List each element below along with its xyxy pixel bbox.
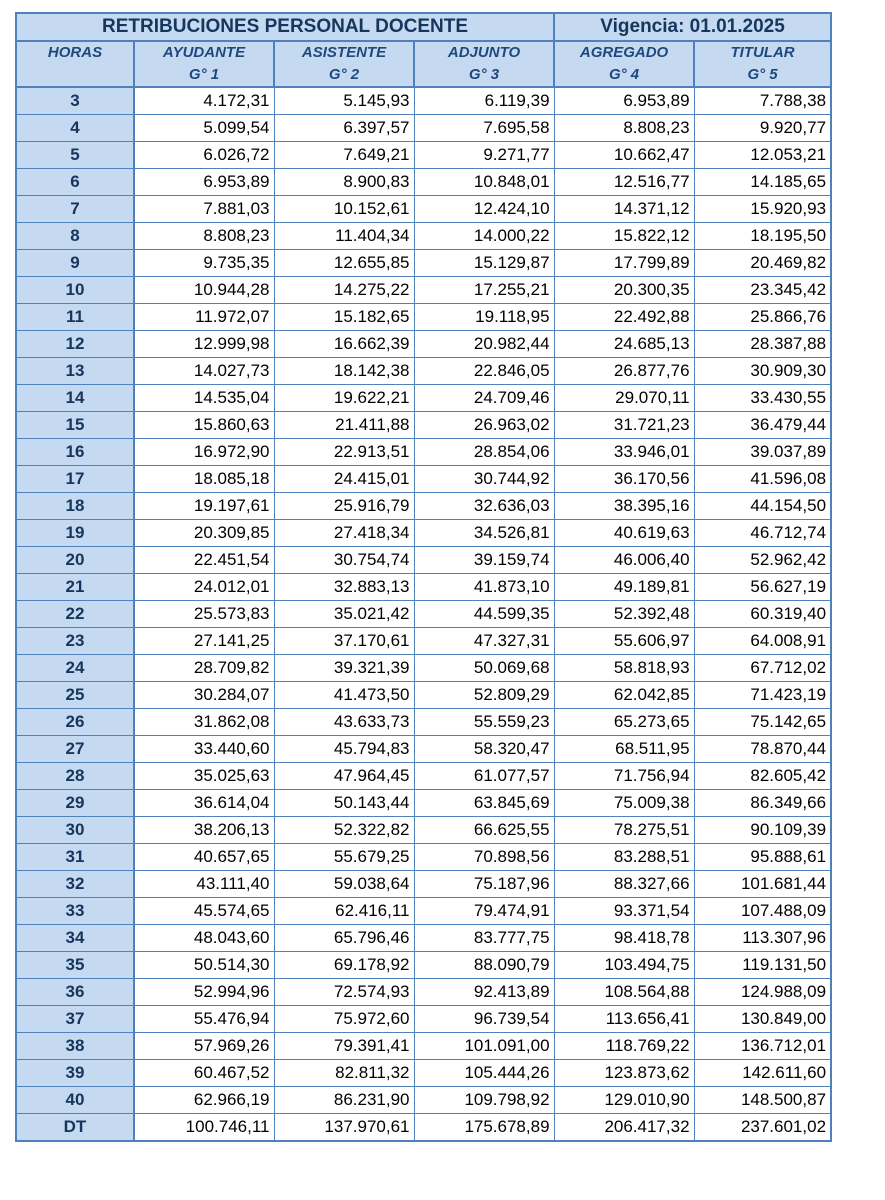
table-row bbox=[16, 871, 831, 898]
salary-cell: 7.788,38 bbox=[694, 87, 831, 115]
salary-cell: 26.963,02 bbox=[414, 412, 554, 439]
hours-cell: 6 bbox=[16, 169, 134, 196]
salary-cell: 14.000,22 bbox=[414, 223, 554, 250]
table-row bbox=[16, 466, 831, 493]
salary-cell: 7.649,21 bbox=[274, 142, 414, 169]
salary-cell: 11.972,07 bbox=[134, 304, 274, 331]
salary-cell: 5.099,54 bbox=[134, 115, 274, 142]
table-row bbox=[16, 520, 831, 547]
salary-cell: 23.345,42 bbox=[694, 277, 831, 304]
table-row bbox=[16, 952, 831, 979]
salary-cell: 92.413,89 bbox=[414, 979, 554, 1006]
hours-cell: 36 bbox=[16, 979, 134, 1006]
salary-cell: 50.069,68 bbox=[414, 655, 554, 682]
salary-cell: 30.284,07 bbox=[134, 682, 274, 709]
salary-cell: 6.953,89 bbox=[134, 169, 274, 196]
table-row bbox=[16, 358, 831, 385]
salary-cell: 9.271,77 bbox=[414, 142, 554, 169]
salary-cell: 17.799,89 bbox=[554, 250, 694, 277]
title-row bbox=[16, 13, 831, 41]
hours-cell: 35 bbox=[16, 952, 134, 979]
salary-cell: 96.739,54 bbox=[414, 1006, 554, 1033]
salary-cell: 15.182,65 bbox=[274, 304, 414, 331]
column-header-agregado bbox=[554, 41, 694, 87]
salary-cell: 43.633,73 bbox=[274, 709, 414, 736]
salary-cell: 39.321,39 bbox=[274, 655, 414, 682]
salary-cell: 10.944,28 bbox=[134, 277, 274, 304]
salary-cell: 24.012,01 bbox=[134, 574, 274, 601]
hours-cell: 19 bbox=[16, 520, 134, 547]
salary-cell: 15.920,93 bbox=[694, 196, 831, 223]
salary-cell: 40.657,65 bbox=[134, 844, 274, 871]
table-row bbox=[16, 142, 831, 169]
salary-cell: 9.920,77 bbox=[694, 115, 831, 142]
salary-cell: 41.873,10 bbox=[414, 574, 554, 601]
column-header-horas bbox=[16, 41, 134, 87]
salary-cell: 119.131,50 bbox=[694, 952, 831, 979]
column-header-grade: G° 4 bbox=[608, 66, 640, 83]
hours-cell: 11 bbox=[16, 304, 134, 331]
salary-cell: 105.444,26 bbox=[414, 1060, 554, 1087]
table-row bbox=[16, 87, 831, 115]
column-header-ayudante bbox=[134, 41, 274, 87]
salary-cell: 6.119,39 bbox=[414, 87, 554, 115]
column-header-asistente bbox=[274, 41, 414, 87]
column-header-label: ASISTENTE bbox=[301, 44, 387, 61]
salary-cell: 75.009,38 bbox=[554, 790, 694, 817]
table-row bbox=[16, 1087, 831, 1114]
table-row bbox=[16, 277, 831, 304]
table-row bbox=[16, 817, 831, 844]
salary-cell: 108.564,88 bbox=[554, 979, 694, 1006]
column-header-grade: G° 5 bbox=[747, 66, 778, 83]
salary-cell: 33.430,55 bbox=[694, 385, 831, 412]
salary-cell: 82.605,42 bbox=[694, 763, 831, 790]
salary-cell: 19.197,61 bbox=[134, 493, 274, 520]
salary-cell: 30.744,92 bbox=[414, 466, 554, 493]
salary-cell: 38.395,16 bbox=[554, 493, 694, 520]
salary-cell: 63.845,69 bbox=[414, 790, 554, 817]
hours-cell: 20 bbox=[16, 547, 134, 574]
salary-cell: 93.371,54 bbox=[554, 898, 694, 925]
salary-cell: 14.027,73 bbox=[134, 358, 274, 385]
salary-cell: 22.913,51 bbox=[274, 439, 414, 466]
hours-cell: 31 bbox=[16, 844, 134, 871]
salary-cell: 58.818,93 bbox=[554, 655, 694, 682]
table-row bbox=[16, 601, 831, 628]
table-row bbox=[16, 196, 831, 223]
salary-cell: 55.679,25 bbox=[274, 844, 414, 871]
salary-cell: 59.038,64 bbox=[274, 871, 414, 898]
salary-cell: 137.970,61 bbox=[274, 1114, 414, 1142]
salary-cell: 24.709,46 bbox=[414, 385, 554, 412]
hours-cell: 26 bbox=[16, 709, 134, 736]
salary-cell: 47.327,31 bbox=[414, 628, 554, 655]
hours-cell: 22 bbox=[16, 601, 134, 628]
salary-cell: 35.025,63 bbox=[134, 763, 274, 790]
salary-cell: 15.860,63 bbox=[134, 412, 274, 439]
salary-cell: 22.451,54 bbox=[134, 547, 274, 574]
salary-cell: 65.796,46 bbox=[274, 925, 414, 952]
salary-cell: 109.798,92 bbox=[414, 1087, 554, 1114]
salary-cell: 45.794,83 bbox=[274, 736, 414, 763]
salary-cell: 148.500,87 bbox=[694, 1087, 831, 1114]
salary-cell: 206.417,32 bbox=[554, 1114, 694, 1142]
salary-cell: 33.440,60 bbox=[134, 736, 274, 763]
salary-cell: 28.709,82 bbox=[134, 655, 274, 682]
salary-cell: 46.006,40 bbox=[554, 547, 694, 574]
salary-cell: 83.777,75 bbox=[414, 925, 554, 952]
salary-cell: 24.685,13 bbox=[554, 331, 694, 358]
salary-cell: 6.397,57 bbox=[274, 115, 414, 142]
salary-cell: 20.982,44 bbox=[414, 331, 554, 358]
salary-cell: 79.474,91 bbox=[414, 898, 554, 925]
table-row bbox=[16, 790, 831, 817]
salary-cell: 44.154,50 bbox=[694, 493, 831, 520]
hours-cell: 16 bbox=[16, 439, 134, 466]
salary-cell: 15.129,87 bbox=[414, 250, 554, 277]
hours-cell: 34 bbox=[16, 925, 134, 952]
salary-cell: 17.255,21 bbox=[414, 277, 554, 304]
hours-cell: 23 bbox=[16, 628, 134, 655]
salary-cell: 103.494,75 bbox=[554, 952, 694, 979]
salary-cell: 55.606,97 bbox=[554, 628, 694, 655]
hours-cell: 27 bbox=[16, 736, 134, 763]
salary-cell: 38.206,13 bbox=[134, 817, 274, 844]
salary-cell: 48.043,60 bbox=[134, 925, 274, 952]
salary-cell: 129.010,90 bbox=[554, 1087, 694, 1114]
hours-cell: 32 bbox=[16, 871, 134, 898]
hours-cell: 29 bbox=[16, 790, 134, 817]
column-header-adjunto bbox=[414, 41, 554, 87]
salary-cell: 82.811,32 bbox=[274, 1060, 414, 1087]
table-row bbox=[16, 709, 831, 736]
vigencia-date: Vigencia: 01.01.2025 bbox=[554, 13, 831, 41]
salary-cell: 49.189,81 bbox=[554, 574, 694, 601]
salary-cell: 83.288,51 bbox=[554, 844, 694, 871]
salary-cell: 16.972,90 bbox=[134, 439, 274, 466]
table-row bbox=[16, 1033, 831, 1060]
salary-cell: 101.091,00 bbox=[414, 1033, 554, 1060]
salary-cell: 86.349,66 bbox=[694, 790, 831, 817]
column-header-label: AGREGADO bbox=[579, 44, 669, 61]
table-row bbox=[16, 169, 831, 196]
hours-cell: 18 bbox=[16, 493, 134, 520]
salary-cell: 72.574,93 bbox=[274, 979, 414, 1006]
salary-cell: 75.972,60 bbox=[274, 1006, 414, 1033]
salary-cell: 21.411,88 bbox=[274, 412, 414, 439]
table-row bbox=[16, 844, 831, 871]
salary-cell: 100.746,11 bbox=[134, 1114, 274, 1142]
hours-cell: 5 bbox=[16, 142, 134, 169]
salary-cell: 68.511,95 bbox=[554, 736, 694, 763]
hours-cell: 21 bbox=[16, 574, 134, 601]
salary-cell: 55.559,23 bbox=[414, 709, 554, 736]
salary-cell: 66.625,55 bbox=[414, 817, 554, 844]
salary-cell: 55.476,94 bbox=[134, 1006, 274, 1033]
column-header-grade: G° 2 bbox=[328, 66, 360, 83]
column-header-grade: G° 1 bbox=[188, 66, 220, 83]
salary-cell: 28.387,88 bbox=[694, 331, 831, 358]
salary-cell: 75.142,65 bbox=[694, 709, 831, 736]
salary-cell: 88.327,66 bbox=[554, 871, 694, 898]
table-row bbox=[16, 439, 831, 466]
salary-cell: 50.143,44 bbox=[274, 790, 414, 817]
salary-cell: 86.231,90 bbox=[274, 1087, 414, 1114]
table-row bbox=[16, 250, 831, 277]
salary-cell: 12.655,85 bbox=[274, 250, 414, 277]
hours-cell: 24 bbox=[16, 655, 134, 682]
salary-cell: 58.320,47 bbox=[414, 736, 554, 763]
table-row bbox=[16, 1114, 831, 1142]
salary-cell: 88.090,79 bbox=[414, 952, 554, 979]
salary-cell: 123.873,62 bbox=[554, 1060, 694, 1087]
column-header-label: TITULAR bbox=[730, 44, 795, 61]
salary-cell: 12.053,21 bbox=[694, 142, 831, 169]
salary-cell: 10.662,47 bbox=[554, 142, 694, 169]
salary-cell: 52.809,29 bbox=[414, 682, 554, 709]
salary-cell: 61.077,57 bbox=[414, 763, 554, 790]
hours-cell: 3 bbox=[16, 87, 134, 115]
salary-cell: 25.866,76 bbox=[694, 304, 831, 331]
salary-cell: 30.754,74 bbox=[274, 547, 414, 574]
hours-cell: 8 bbox=[16, 223, 134, 250]
column-header-row bbox=[16, 41, 831, 87]
salary-cell: 39.159,74 bbox=[414, 547, 554, 574]
salary-cell: 107.488,09 bbox=[694, 898, 831, 925]
salary-cell: 36.170,56 bbox=[554, 466, 694, 493]
salary-cell: 15.822,12 bbox=[554, 223, 694, 250]
salary-cell: 50.514,30 bbox=[134, 952, 274, 979]
salary-cell: 11.404,34 bbox=[274, 223, 414, 250]
salary-cell: 67.712,02 bbox=[694, 655, 831, 682]
salary-cell: 40.619,63 bbox=[554, 520, 694, 547]
salary-cell: 14.185,65 bbox=[694, 169, 831, 196]
salary-cell: 18.085,18 bbox=[134, 466, 274, 493]
hours-cell: 13 bbox=[16, 358, 134, 385]
column-header-label: AYUDANTE bbox=[162, 44, 246, 61]
salary-cell: 12.424,10 bbox=[414, 196, 554, 223]
salary-cell: 8.900,83 bbox=[274, 169, 414, 196]
salary-cell: 25.573,83 bbox=[134, 601, 274, 628]
column-header-label: ADJUNTO bbox=[447, 44, 521, 61]
salary-cell: 20.300,35 bbox=[554, 277, 694, 304]
table-row bbox=[16, 115, 831, 142]
salary-cell: 124.988,09 bbox=[694, 979, 831, 1006]
salary-cell: 4.172,31 bbox=[134, 87, 274, 115]
salary-cell: 12.516,77 bbox=[554, 169, 694, 196]
table-row bbox=[16, 898, 831, 925]
salary-cell: 36.479,44 bbox=[694, 412, 831, 439]
salary-cell: 90.109,39 bbox=[694, 817, 831, 844]
salary-cell: 14.371,12 bbox=[554, 196, 694, 223]
table-body bbox=[16, 87, 831, 1141]
salary-cell: 65.273,65 bbox=[554, 709, 694, 736]
salary-cell: 35.021,42 bbox=[274, 601, 414, 628]
hours-cell: 14 bbox=[16, 385, 134, 412]
salary-cell: 95.888,61 bbox=[694, 844, 831, 871]
salary-cell: 7.881,03 bbox=[134, 196, 274, 223]
salary-cell: 34.526,81 bbox=[414, 520, 554, 547]
salary-cell: 22.846,05 bbox=[414, 358, 554, 385]
table-row bbox=[16, 412, 831, 439]
salary-cell: 37.170,61 bbox=[274, 628, 414, 655]
salary-cell: 62.416,11 bbox=[274, 898, 414, 925]
salary-cell: 78.870,44 bbox=[694, 736, 831, 763]
table-row bbox=[16, 574, 831, 601]
salary-cell: 113.307,96 bbox=[694, 925, 831, 952]
table-row bbox=[16, 682, 831, 709]
hours-cell: 17 bbox=[16, 466, 134, 493]
salary-cell: 19.622,21 bbox=[274, 385, 414, 412]
salary-table bbox=[15, 12, 832, 1142]
salary-cell: 52.322,82 bbox=[274, 817, 414, 844]
salary-cell: 26.877,76 bbox=[554, 358, 694, 385]
salary-cell: 20.469,82 bbox=[694, 250, 831, 277]
salary-cell: 69.178,92 bbox=[274, 952, 414, 979]
salary-cell: 30.909,30 bbox=[694, 358, 831, 385]
hours-cell: 4 bbox=[16, 115, 134, 142]
salary-cell: 27.418,34 bbox=[274, 520, 414, 547]
hours-cell: 10 bbox=[16, 277, 134, 304]
salary-cell: 47.964,45 bbox=[274, 763, 414, 790]
table-row bbox=[16, 223, 831, 250]
salary-cell: 28.854,06 bbox=[414, 439, 554, 466]
salary-cell: 43.111,40 bbox=[134, 871, 274, 898]
salary-cell: 71.756,94 bbox=[554, 763, 694, 790]
salary-cell: 130.849,00 bbox=[694, 1006, 831, 1033]
salary-cell: 57.969,26 bbox=[134, 1033, 274, 1060]
salary-cell: 71.423,19 bbox=[694, 682, 831, 709]
salary-cell: 79.391,41 bbox=[274, 1033, 414, 1060]
hours-cell: 39 bbox=[16, 1060, 134, 1087]
salary-cell: 14.535,04 bbox=[134, 385, 274, 412]
salary-cell: 8.808,23 bbox=[134, 223, 274, 250]
column-header-label: HORAS bbox=[47, 44, 103, 61]
salary-cell: 36.614,04 bbox=[134, 790, 274, 817]
salary-cell: 52.962,42 bbox=[694, 547, 831, 574]
table-row bbox=[16, 331, 831, 358]
salary-cell: 25.916,79 bbox=[274, 493, 414, 520]
salary-cell: 60.319,40 bbox=[694, 601, 831, 628]
table-row bbox=[16, 547, 831, 574]
table-row bbox=[16, 763, 831, 790]
hours-cell: 38 bbox=[16, 1033, 134, 1060]
salary-cell: 22.492,88 bbox=[554, 304, 694, 331]
salary-cell: 32.883,13 bbox=[274, 574, 414, 601]
salary-cell: 12.999,98 bbox=[134, 331, 274, 358]
salary-cell: 44.599,35 bbox=[414, 601, 554, 628]
table-row bbox=[16, 925, 831, 952]
salary-table-container bbox=[15, 12, 830, 1142]
salary-cell: 16.662,39 bbox=[274, 331, 414, 358]
table-row bbox=[16, 385, 831, 412]
salary-cell: 10.848,01 bbox=[414, 169, 554, 196]
salary-cell: 62.966,19 bbox=[134, 1087, 274, 1114]
salary-cell: 32.636,03 bbox=[414, 493, 554, 520]
salary-cell: 8.808,23 bbox=[554, 115, 694, 142]
table-row bbox=[16, 1060, 831, 1087]
salary-cell: 175.678,89 bbox=[414, 1114, 554, 1142]
salary-cell: 41.473,50 bbox=[274, 682, 414, 709]
table-row bbox=[16, 1006, 831, 1033]
salary-cell: 33.946,01 bbox=[554, 439, 694, 466]
salary-cell: 62.042,85 bbox=[554, 682, 694, 709]
table-row bbox=[16, 736, 831, 763]
salary-cell: 113.656,41 bbox=[554, 1006, 694, 1033]
hours-cell: 7 bbox=[16, 196, 134, 223]
salary-cell: 31.862,08 bbox=[134, 709, 274, 736]
column-header-titular bbox=[694, 41, 831, 87]
hours-cell: 33 bbox=[16, 898, 134, 925]
salary-cell: 70.898,56 bbox=[414, 844, 554, 871]
salary-cell: 237.601,02 bbox=[694, 1114, 831, 1142]
hours-cell: DT bbox=[16, 1114, 134, 1142]
salary-cell: 7.695,58 bbox=[414, 115, 554, 142]
hours-cell: 12 bbox=[16, 331, 134, 358]
salary-cell: 45.574,65 bbox=[134, 898, 274, 925]
hours-cell: 28 bbox=[16, 763, 134, 790]
salary-cell: 56.627,19 bbox=[694, 574, 831, 601]
salary-cell: 10.152,61 bbox=[274, 196, 414, 223]
salary-cell: 52.994,96 bbox=[134, 979, 274, 1006]
salary-cell: 19.118,95 bbox=[414, 304, 554, 331]
salary-cell: 75.187,96 bbox=[414, 871, 554, 898]
salary-cell: 39.037,89 bbox=[694, 439, 831, 466]
salary-cell: 20.309,85 bbox=[134, 520, 274, 547]
salary-cell: 6.953,89 bbox=[554, 87, 694, 115]
salary-cell: 118.769,22 bbox=[554, 1033, 694, 1060]
salary-cell: 136.712,01 bbox=[694, 1033, 831, 1060]
hours-cell: 9 bbox=[16, 250, 134, 277]
salary-cell: 31.721,23 bbox=[554, 412, 694, 439]
hours-cell: 37 bbox=[16, 1006, 134, 1033]
salary-cell: 78.275,51 bbox=[554, 817, 694, 844]
salary-cell: 46.712,74 bbox=[694, 520, 831, 547]
table-row bbox=[16, 493, 831, 520]
salary-cell: 64.008,91 bbox=[694, 628, 831, 655]
table-title: RETRIBUCIONES PERSONAL DOCENTE bbox=[16, 13, 554, 41]
salary-cell: 5.145,93 bbox=[274, 87, 414, 115]
salary-cell: 18.195,50 bbox=[694, 223, 831, 250]
salary-cell: 6.026,72 bbox=[134, 142, 274, 169]
salary-cell: 101.681,44 bbox=[694, 871, 831, 898]
hours-cell: 30 bbox=[16, 817, 134, 844]
table-row bbox=[16, 628, 831, 655]
table-row bbox=[16, 979, 831, 1006]
salary-cell: 24.415,01 bbox=[274, 466, 414, 493]
table-row bbox=[16, 655, 831, 682]
column-header-grade: G° 3 bbox=[468, 66, 500, 83]
hours-cell: 25 bbox=[16, 682, 134, 709]
salary-cell: 29.070,11 bbox=[554, 385, 694, 412]
salary-cell: 60.467,52 bbox=[134, 1060, 274, 1087]
salary-cell: 14.275,22 bbox=[274, 277, 414, 304]
salary-cell: 27.141,25 bbox=[134, 628, 274, 655]
salary-cell: 142.611,60 bbox=[694, 1060, 831, 1087]
salary-cell: 52.392,48 bbox=[554, 601, 694, 628]
salary-cell: 98.418,78 bbox=[554, 925, 694, 952]
table-row bbox=[16, 304, 831, 331]
salary-cell: 41.596,08 bbox=[694, 466, 831, 493]
hours-cell: 15 bbox=[16, 412, 134, 439]
salary-cell: 18.142,38 bbox=[274, 358, 414, 385]
hours-cell: 40 bbox=[16, 1087, 134, 1114]
salary-cell: 9.735,35 bbox=[134, 250, 274, 277]
